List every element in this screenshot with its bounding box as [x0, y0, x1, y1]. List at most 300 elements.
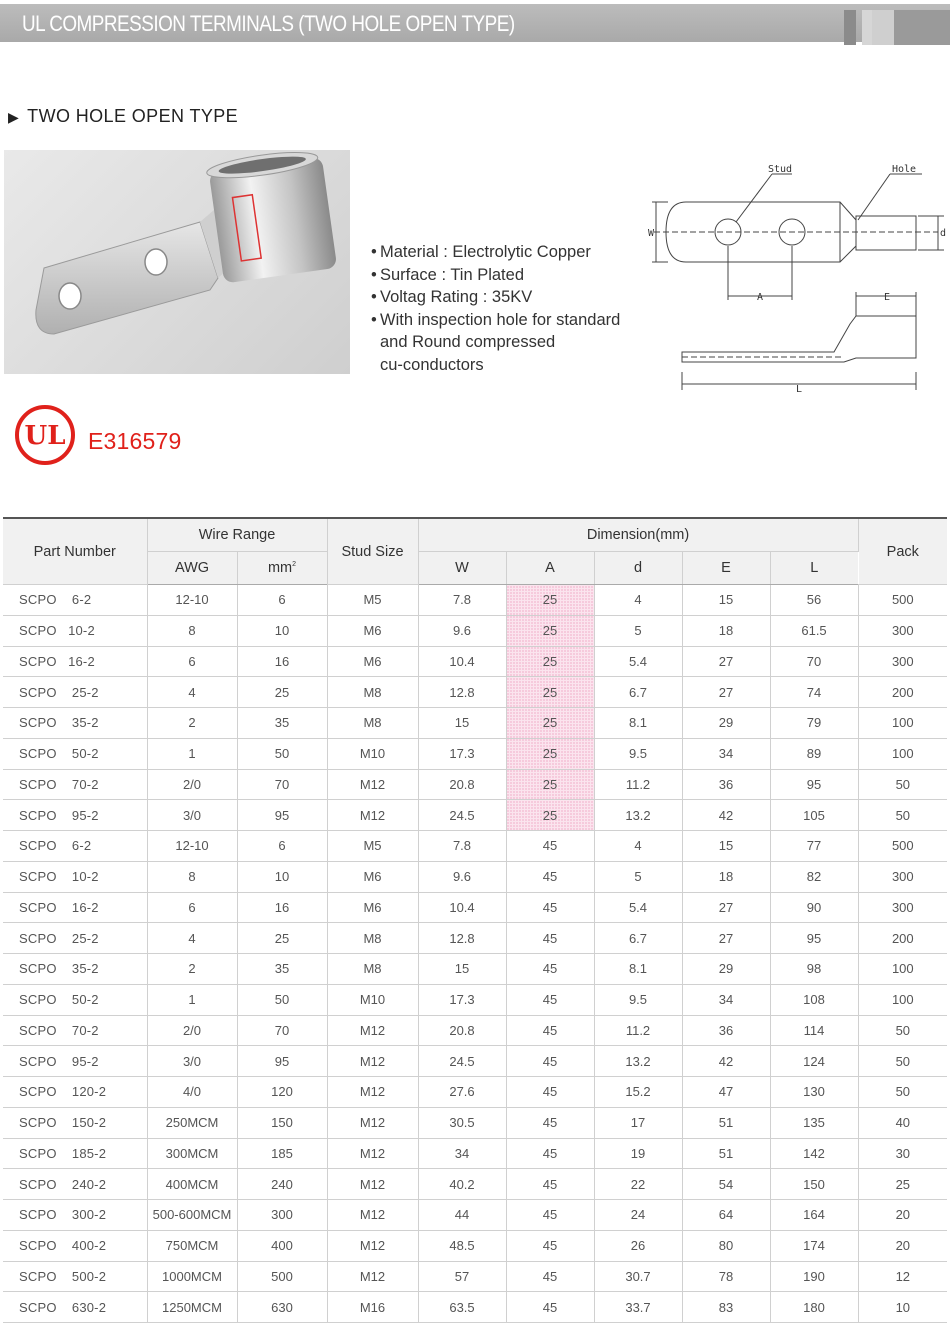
- cell-e: 27: [682, 923, 770, 954]
- table-row: [3, 585, 947, 616]
- cell-a: 45: [506, 1230, 594, 1261]
- cell-l: 150: [770, 1169, 858, 1200]
- cell-e: 15: [682, 831, 770, 862]
- table-row: [3, 615, 947, 646]
- cell-part-number: SCPO 16-2: [3, 892, 147, 923]
- cell-pack: 12: [858, 1261, 947, 1292]
- diagram-label-l: L: [796, 384, 803, 395]
- cell-mm2: 95: [237, 800, 327, 831]
- cell-l: 114: [770, 1015, 858, 1046]
- header-mm2: $mm^2$: [237, 552, 327, 585]
- table-row: [3, 1200, 947, 1231]
- cell-a: 25: [506, 708, 594, 739]
- cell-part-number: SCPO 16-2: [3, 646, 147, 677]
- table-row: [3, 708, 947, 739]
- cell-e: 18: [682, 861, 770, 892]
- header-d: d: [594, 552, 682, 585]
- cell-awg: 4/0: [147, 1077, 237, 1108]
- cell-w: 48.5: [418, 1230, 506, 1261]
- header-l: L: [770, 552, 858, 585]
- cell-w: 7.8: [418, 831, 506, 862]
- cell-pack: 100: [858, 708, 947, 739]
- cell-e: 64: [682, 1200, 770, 1231]
- cell-mm2: 300: [237, 1200, 327, 1231]
- cell-d: 33.7: [594, 1292, 682, 1323]
- cell-part-number: SCPO 50-2: [3, 738, 147, 769]
- cell-part-number: SCPO 35-2: [3, 708, 147, 739]
- table-row: [3, 1292, 947, 1323]
- table-row: [3, 1230, 947, 1261]
- table-body: [3, 585, 947, 1323]
- title-bar-accent: [844, 10, 856, 45]
- cell-mm2: 500: [237, 1261, 327, 1292]
- cell-l: 74: [770, 677, 858, 708]
- ul-logo-text: UL: [24, 421, 66, 451]
- cell-stud-size: M12: [327, 1046, 418, 1077]
- cell-awg: 2: [147, 954, 237, 985]
- cell-part-number: SCPO 10-2: [3, 615, 147, 646]
- table-row: [3, 800, 947, 831]
- cell-part-number: SCPO 50-2: [3, 984, 147, 1015]
- cell-stud-size: M6: [327, 615, 418, 646]
- product-photo: [4, 150, 350, 374]
- cell-mm2: 10: [237, 861, 327, 892]
- cell-a: 25: [506, 615, 594, 646]
- cell-part-number: SCPO 240-2: [3, 1169, 147, 1200]
- cell-l: 135: [770, 1107, 858, 1138]
- cell-awg: 250MCM: [147, 1107, 237, 1138]
- cell-mm2: 150: [237, 1107, 327, 1138]
- cell-awg: 8: [147, 615, 237, 646]
- cell-w: 12.8: [418, 923, 506, 954]
- cell-a: 45: [506, 1292, 594, 1323]
- cell-awg: 750MCM: [147, 1230, 237, 1261]
- cell-a: 45: [506, 1077, 594, 1108]
- cell-pack: 300: [858, 892, 947, 923]
- cell-e: 18: [682, 615, 770, 646]
- cell-awg: 500-600MCM: [147, 1200, 237, 1231]
- cell-part-number: SCPO 150-2: [3, 1107, 147, 1138]
- cell-l: 105: [770, 800, 858, 831]
- cell-mm2: 16: [237, 646, 327, 677]
- header-wire-range: Wire Range: [147, 518, 327, 552]
- cell-d: 5.4: [594, 892, 682, 923]
- cell-stud-size: M12: [327, 1230, 418, 1261]
- title-bar: [0, 4, 950, 42]
- cell-a: 25: [506, 677, 594, 708]
- cell-w: 9.6: [418, 615, 506, 646]
- table-row: [3, 1077, 947, 1108]
- cell-d: 6.7: [594, 677, 682, 708]
- cell-d: 8.1: [594, 708, 682, 739]
- cell-part-number: SCPO 35-2: [3, 954, 147, 985]
- cell-d: 17: [594, 1107, 682, 1138]
- table-row: [3, 1169, 947, 1200]
- cell-pack: 25: [858, 1169, 947, 1200]
- cell-e: 47: [682, 1077, 770, 1108]
- cell-mm2: 6: [237, 831, 327, 862]
- spec-item-continuation: cu-conductors: [380, 355, 484, 374]
- cell-awg: 12-10: [147, 585, 237, 616]
- cell-stud-size: M12: [327, 1107, 418, 1138]
- cell-a: 45: [506, 831, 594, 862]
- cell-a: 45: [506, 1261, 594, 1292]
- cell-mm2: 95: [237, 1046, 327, 1077]
- cell-w: 7.8: [418, 585, 506, 616]
- spec-item-inspection: • With inspection hole for standard: [370, 309, 640, 332]
- cell-stud-size: M8: [327, 954, 418, 985]
- cell-part-number: SCPO 6-2: [3, 585, 147, 616]
- cell-e: 27: [682, 892, 770, 923]
- dimension-diagram: [644, 158, 950, 398]
- cell-mm2: 50: [237, 984, 327, 1015]
- diagram-label-w: W: [648, 228, 655, 239]
- diagram-label-d: d: [940, 228, 947, 239]
- cell-d: 11.2: [594, 1015, 682, 1046]
- cell-pack: 300: [858, 615, 947, 646]
- cell-d: 19: [594, 1138, 682, 1169]
- cell-part-number: SCPO 500-2: [3, 1261, 147, 1292]
- cell-d: 9.5: [594, 738, 682, 769]
- table-row: [3, 769, 947, 800]
- cell-mm2: 120: [237, 1077, 327, 1108]
- cell-mm2: 70: [237, 769, 327, 800]
- cell-e: 42: [682, 800, 770, 831]
- cell-a: 25: [506, 585, 594, 616]
- cell-e: 27: [682, 646, 770, 677]
- cell-w: 57: [418, 1261, 506, 1292]
- cell-d: 26: [594, 1230, 682, 1261]
- title-bar-accent: [862, 10, 872, 45]
- cell-e: 27: [682, 677, 770, 708]
- cell-l: 130: [770, 1077, 858, 1108]
- cell-stud-size: M6: [327, 646, 418, 677]
- cell-w: 34: [418, 1138, 506, 1169]
- cell-part-number: SCPO 185-2: [3, 1138, 147, 1169]
- cell-mm2: 25: [237, 677, 327, 708]
- cell-pack: 10: [858, 1292, 947, 1323]
- cell-d: 5.4: [594, 646, 682, 677]
- cell-part-number: SCPO 95-2: [3, 800, 147, 831]
- cell-mm2: 6: [237, 585, 327, 616]
- cell-l: 95: [770, 769, 858, 800]
- cell-stud-size: M12: [327, 1200, 418, 1231]
- cell-l: 164: [770, 1200, 858, 1231]
- cell-l: 180: [770, 1292, 858, 1323]
- cell-d: 24: [594, 1200, 682, 1231]
- cell-awg: 1: [147, 738, 237, 769]
- page-title: UL COMPRESSION TERMINALS (TWO HOLE OPEN TYPE): [22, 11, 515, 36]
- cell-l: 98: [770, 954, 858, 985]
- table-row: [3, 1261, 947, 1292]
- cell-a: 45: [506, 1015, 594, 1046]
- cell-l: 95: [770, 923, 858, 954]
- cell-stud-size: M12: [327, 1261, 418, 1292]
- spec-item-continuation: and Round compressed: [380, 333, 556, 351]
- diagram-label-e: E: [884, 292, 891, 303]
- cell-a: 45: [506, 892, 594, 923]
- cell-stud-size: M8: [327, 923, 418, 954]
- table-row: [3, 1107, 947, 1138]
- cell-w: 24.5: [418, 1046, 506, 1077]
- cell-l: 79: [770, 708, 858, 739]
- cell-stud-size: M10: [327, 738, 418, 769]
- cell-w: 30.5: [418, 1107, 506, 1138]
- cell-part-number: SCPO 10-2: [3, 861, 147, 892]
- table-row: [3, 861, 947, 892]
- cell-awg: 2: [147, 708, 237, 739]
- diagram-label-hole: Hole: [892, 164, 917, 175]
- cell-pack: 200: [858, 677, 947, 708]
- cell-d: 22: [594, 1169, 682, 1200]
- cell-w: 9.6: [418, 861, 506, 892]
- cell-e: 34: [682, 738, 770, 769]
- cell-l: 174: [770, 1230, 858, 1261]
- cell-awg: 400MCM: [147, 1169, 237, 1200]
- cell-a: 45: [506, 984, 594, 1015]
- cell-e: 42: [682, 1046, 770, 1077]
- cell-part-number: SCPO 400-2: [3, 1230, 147, 1261]
- cell-e: 36: [682, 1015, 770, 1046]
- cell-awg: 300MCM: [147, 1138, 237, 1169]
- cell-w: 10.4: [418, 892, 506, 923]
- header-a: A: [506, 552, 594, 585]
- cell-mm2: 16: [237, 892, 327, 923]
- cell-mm2: 50: [237, 738, 327, 769]
- cell-stud-size: M12: [327, 1077, 418, 1108]
- cell-l: 90: [770, 892, 858, 923]
- header-pack: Pack: [858, 518, 947, 585]
- section-heading-text: TWO HOLE OPEN TYPE: [27, 106, 239, 126]
- cell-stud-size: M10: [327, 984, 418, 1015]
- cell-e: 54: [682, 1169, 770, 1200]
- cell-d: 5: [594, 615, 682, 646]
- cell-a: 45: [506, 861, 594, 892]
- header-w: W: [418, 552, 506, 585]
- cell-w: 44: [418, 1200, 506, 1231]
- cell-d: 11.2: [594, 769, 682, 800]
- cell-part-number: SCPO 70-2: [3, 1015, 147, 1046]
- spec-item-surface: • Surface : Tin Plated: [370, 264, 640, 287]
- cell-pack: 100: [858, 738, 947, 769]
- table-row: [3, 831, 947, 862]
- cell-mm2: 35: [237, 708, 327, 739]
- cell-w: 10.4: [418, 646, 506, 677]
- cell-pack: 500: [858, 831, 947, 862]
- cell-stud-size: M8: [327, 677, 418, 708]
- cell-d: 4: [594, 831, 682, 862]
- cell-l: 108: [770, 984, 858, 1015]
- header-part-number: Part Number: [3, 518, 147, 585]
- cell-l: 56: [770, 585, 858, 616]
- cell-awg: 2/0: [147, 1015, 237, 1046]
- cell-a: 45: [506, 1046, 594, 1077]
- cell-pack: 30: [858, 1138, 947, 1169]
- cell-d: 30.7: [594, 1261, 682, 1292]
- cell-l: 142: [770, 1138, 858, 1169]
- cell-pack: 50: [858, 1077, 947, 1108]
- cell-stud-size: M12: [327, 800, 418, 831]
- cell-pack: 50: [858, 1015, 947, 1046]
- cell-e: 15: [682, 585, 770, 616]
- cell-d: 15.2: [594, 1077, 682, 1108]
- cell-d: 9.5: [594, 984, 682, 1015]
- cell-awg: 8: [147, 861, 237, 892]
- cell-w: 20.8: [418, 1015, 506, 1046]
- cell-stud-size: M12: [327, 1169, 418, 1200]
- cell-d: 6.7: [594, 923, 682, 954]
- cell-stud-size: M12: [327, 769, 418, 800]
- cell-pack: 500: [858, 585, 947, 616]
- table-row: [3, 984, 947, 1015]
- cell-awg: 12-10: [147, 831, 237, 862]
- cell-a: 25: [506, 769, 594, 800]
- cell-pack: 100: [858, 954, 947, 985]
- cell-mm2: 240: [237, 1169, 327, 1200]
- cell-awg: 1000MCM: [147, 1261, 237, 1292]
- diagram-label-stud: Stud: [768, 164, 793, 175]
- table-row: [3, 646, 947, 677]
- cell-a: 45: [506, 923, 594, 954]
- header-e: E: [682, 552, 770, 585]
- cell-stud-size: M5: [327, 585, 418, 616]
- spec-list: [370, 241, 640, 376]
- cell-pack: 50: [858, 800, 947, 831]
- cell-l: 124: [770, 1046, 858, 1077]
- terminal-lug-image: [4, 150, 350, 374]
- cell-awg: 3/0: [147, 800, 237, 831]
- cell-w: 40.2: [418, 1169, 506, 1200]
- cell-mm2: 35: [237, 954, 327, 985]
- cell-e: 51: [682, 1138, 770, 1169]
- table-row: [3, 1046, 947, 1077]
- cell-w: 27.6: [418, 1077, 506, 1108]
- cell-stud-size: M12: [327, 1015, 418, 1046]
- cell-pack: 100: [858, 984, 947, 1015]
- cell-a: 25: [506, 738, 594, 769]
- cell-w: 20.8: [418, 769, 506, 800]
- cell-mm2: 25: [237, 923, 327, 954]
- cell-part-number: SCPO 95-2: [3, 1046, 147, 1077]
- cell-mm2: 400: [237, 1230, 327, 1261]
- cell-l: 82: [770, 861, 858, 892]
- title-bar-accent: [894, 10, 950, 45]
- cell-awg: 1: [147, 984, 237, 1015]
- cell-d: 5: [594, 861, 682, 892]
- cell-d: 4: [594, 585, 682, 616]
- table-row: [3, 923, 947, 954]
- cell-part-number: SCPO 300-2: [3, 1200, 147, 1231]
- title-bar-accent: [872, 10, 894, 45]
- cell-pack: 20: [858, 1200, 947, 1231]
- cell-awg: 1250MCM: [147, 1292, 237, 1323]
- cell-w: 15: [418, 954, 506, 985]
- cell-a: 45: [506, 1200, 594, 1231]
- spec-item-material: • Material : Electrolytic Copper: [370, 241, 640, 264]
- cell-stud-size: M12: [327, 1138, 418, 1169]
- header-awg: AWG: [147, 552, 237, 585]
- cell-pack: 50: [858, 769, 947, 800]
- cell-l: 190: [770, 1261, 858, 1292]
- cell-pack: 40: [858, 1107, 947, 1138]
- cell-awg: 4: [147, 923, 237, 954]
- cell-pack: 50: [858, 1046, 947, 1077]
- table-row: [3, 738, 947, 769]
- cell-d: 8.1: [594, 954, 682, 985]
- cell-a: 45: [506, 1169, 594, 1200]
- cell-awg: 6: [147, 892, 237, 923]
- cell-stud-size: M16: [327, 1292, 418, 1323]
- cell-w: 24.5: [418, 800, 506, 831]
- cell-l: 61.5: [770, 615, 858, 646]
- cell-part-number: SCPO 6-2: [3, 831, 147, 862]
- header-stud-size: Stud Size: [327, 518, 418, 585]
- spec-table: [3, 517, 947, 1323]
- cell-a: 45: [506, 1107, 594, 1138]
- cell-awg: 4: [147, 677, 237, 708]
- cell-part-number: SCPO 25-2: [3, 677, 147, 708]
- cell-pack: 300: [858, 646, 947, 677]
- spec-item-voltage: • Voltag Rating : 35KV: [370, 286, 640, 309]
- diagram-label-a: A: [757, 292, 764, 303]
- cell-mm2: 185: [237, 1138, 327, 1169]
- cell-a: 45: [506, 954, 594, 985]
- table-row: [3, 954, 947, 985]
- cell-l: 70: [770, 646, 858, 677]
- cell-stud-size: M5: [327, 831, 418, 862]
- cell-a: 25: [506, 646, 594, 677]
- cell-awg: 2/0: [147, 769, 237, 800]
- triangle-marker-icon: ▶: [8, 109, 20, 125]
- cell-pack: 300: [858, 861, 947, 892]
- cell-e: 83: [682, 1292, 770, 1323]
- cell-d: 13.2: [594, 800, 682, 831]
- cell-w: 12.8: [418, 677, 506, 708]
- cell-pack: 200: [858, 923, 947, 954]
- ul-certification-code: E316579: [88, 428, 182, 454]
- cell-mm2: 630: [237, 1292, 327, 1323]
- cell-awg: 3/0: [147, 1046, 237, 1077]
- ul-logo-icon: [14, 404, 76, 466]
- cell-part-number: SCPO 630-2: [3, 1292, 147, 1323]
- cell-w: 15: [418, 708, 506, 739]
- cell-e: 80: [682, 1230, 770, 1261]
- header-dimension: Dimension(mm): [418, 518, 858, 552]
- cell-stud-size: M6: [327, 861, 418, 892]
- cell-part-number: SCPO 120-2: [3, 1077, 147, 1108]
- cell-e: 29: [682, 954, 770, 985]
- cell-pack: 20: [858, 1230, 947, 1261]
- table-row: [3, 1138, 947, 1169]
- cell-l: 89: [770, 738, 858, 769]
- cell-e: 29: [682, 708, 770, 739]
- cell-part-number: SCPO 70-2: [3, 769, 147, 800]
- cell-awg: 6: [147, 646, 237, 677]
- table-row: [3, 892, 947, 923]
- cell-mm2: 70: [237, 1015, 327, 1046]
- cell-e: 34: [682, 984, 770, 1015]
- cell-a: 45: [506, 1138, 594, 1169]
- table-row: [3, 1015, 947, 1046]
- cell-e: 51: [682, 1107, 770, 1138]
- cell-w: 63.5: [418, 1292, 506, 1323]
- cell-part-number: SCPO 25-2: [3, 923, 147, 954]
- cell-w: 17.3: [418, 738, 506, 769]
- cell-d: 13.2: [594, 1046, 682, 1077]
- cell-mm2: 10: [237, 615, 327, 646]
- cell-stud-size: M8: [327, 708, 418, 739]
- section-heading: [8, 106, 238, 127]
